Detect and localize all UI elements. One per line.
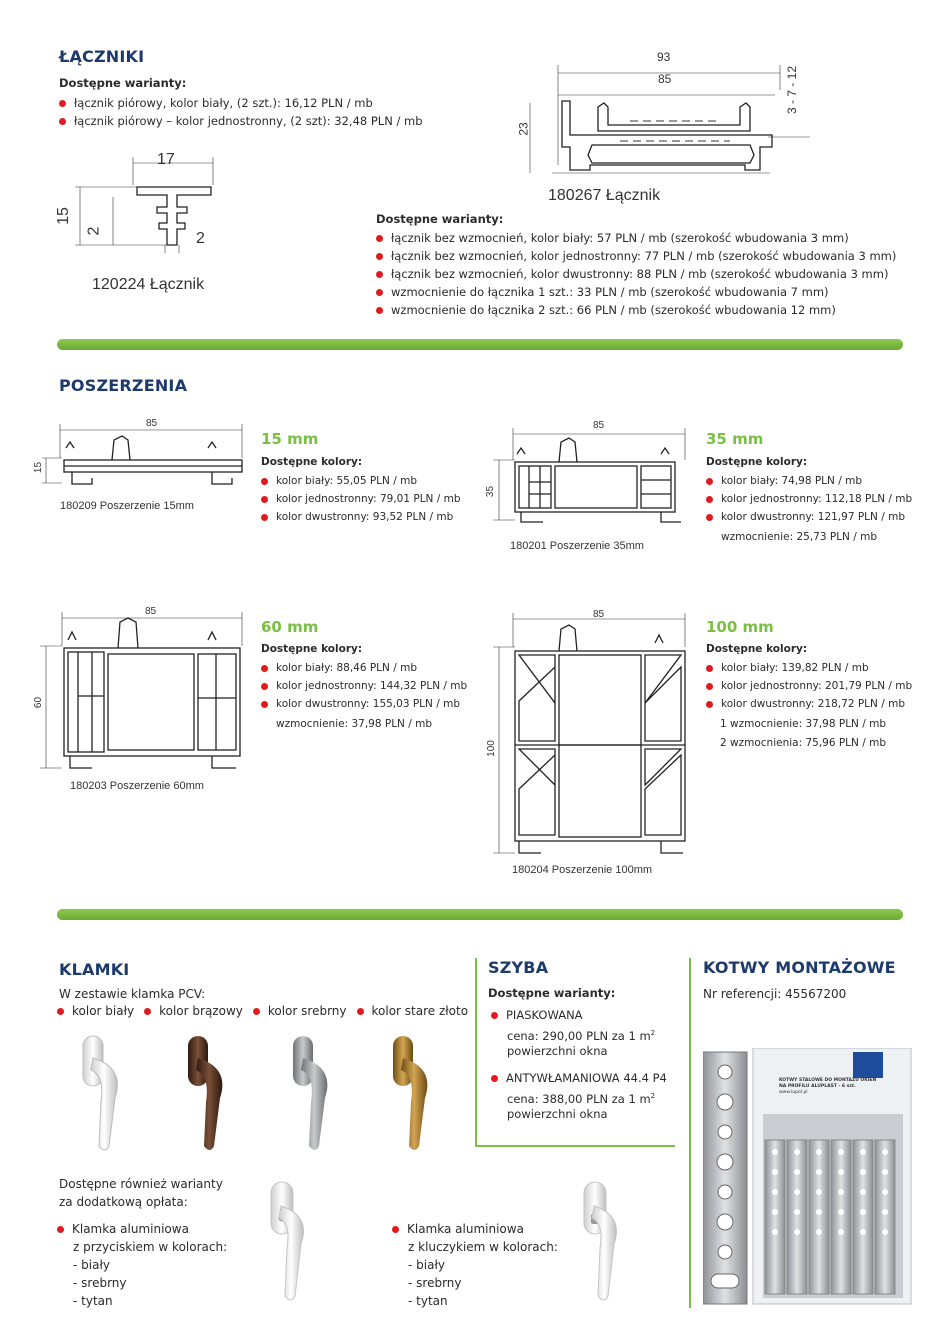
szyba-variants-label: Dostępne warianty: xyxy=(488,986,616,1000)
colors-list-35 xyxy=(706,472,912,526)
laczniki-variants2-list xyxy=(376,229,896,319)
laczniki-title: ŁĄCZNIKI xyxy=(59,47,145,66)
dim-93: 93 xyxy=(657,50,671,64)
poszerzenia-title: POSZERZENIA xyxy=(59,376,188,395)
list-item: kolor jednostronny: 112,18 PLN / mb xyxy=(706,490,912,508)
alu1-line2: z przyciskiem w kolorach: xyxy=(73,1240,228,1254)
colors-list-60 xyxy=(261,659,467,713)
profile-180201-drawing xyxy=(485,420,700,535)
dim-w-15: 85 xyxy=(146,418,158,429)
list-item: kolor jednostronny: 144,32 PLN / mb xyxy=(261,677,467,695)
dim-width: 17 xyxy=(157,151,175,168)
handle-brown-icon xyxy=(188,1036,222,1150)
kotwy-border-left xyxy=(689,958,691,1308)
dim-h-60: 60 xyxy=(33,696,45,709)
list-item: łącznik bez wzmocnień, kolor jednostronny: 77 PLN / mb (szerokość wbudowania 3 mm) xyxy=(376,247,896,265)
szyba-v1-price: cena: 290,00 PLN za 1 $m^2$ xyxy=(507,1028,656,1043)
reinforcement-60: wzmocnienie: 37,98 PLN / mb xyxy=(276,718,433,730)
list-item: kolor jednostronny: 201,79 PLN / mb xyxy=(706,677,912,695)
list-item: kolor biały: 139,82 PLN / mb xyxy=(706,659,912,677)
size-15mm: 15 mm xyxy=(261,430,319,448)
reinforcement-100-1: 1 wzmocnienie: 37,98 PLN / mb xyxy=(720,718,887,730)
alu2-opt: - tytan xyxy=(408,1294,448,1308)
list-item: kolor biały: 55,05 PLN / mb xyxy=(261,472,461,490)
list-item: wzmocnienie do łącznika 2 szt.: 66 PLN / mb (szerokość wbudowania 12 mm) xyxy=(376,301,896,319)
szyba-v2-price: cena: 388,00 PLN za 1 $m^2$ xyxy=(507,1091,656,1106)
package-label: KOTWY STALOWE DO MONTAŻU OKIEN NA PROFILU ALUPLAST - 6 szt. www.lupol.pl xyxy=(779,1078,877,1095)
colors-label: Dostępne kolory: xyxy=(706,643,808,655)
section-divider xyxy=(57,339,903,350)
list-item: łącznik bez wzmocnień, kolor dwustronny: 88 PLN / mb (szerokość wbudowania 3 mm) xyxy=(376,265,896,283)
profile-180204-drawing xyxy=(485,607,700,862)
size-35mm: 35 mm xyxy=(706,430,764,448)
alu1-opt: - tytan xyxy=(73,1294,113,1308)
szyba-v1-line3: powierzchni okna xyxy=(507,1044,608,1058)
handle-alu-button-icon xyxy=(255,1178,315,1308)
also-line1: Dostępne również warianty xyxy=(59,1177,223,1191)
dim-h-15: 15 xyxy=(33,461,45,474)
szyba-border-bottom xyxy=(475,1145,675,1147)
list-item: kolor srebrny xyxy=(253,1002,347,1020)
handle-alu-key-icon xyxy=(568,1178,628,1308)
reinforcement-35: wzmocnienie: 25,73 PLN / mb xyxy=(721,531,878,543)
dim-w-60: 85 xyxy=(145,606,157,617)
profile-180204-caption: 180204 Poszerzenie 100mm xyxy=(512,864,653,876)
dim-23: 23 xyxy=(516,122,531,136)
size-60mm: 60 mm xyxy=(261,618,319,636)
dim-h-100: 100 xyxy=(485,740,497,757)
anchors-image xyxy=(703,1048,913,1306)
klamki-colors-list xyxy=(57,1002,468,1020)
profile-180201-caption: 180201 Poszerzenie 35mm xyxy=(510,540,644,552)
list-item: kolor jednostronny: 79,01 PLN / mb xyxy=(261,490,461,508)
laczniki-variants2-label: Dostępne warianty: xyxy=(376,212,504,226)
handle-white-icon xyxy=(83,1036,117,1150)
szyba-v1 xyxy=(491,1006,583,1024)
alu2-list xyxy=(392,1220,524,1238)
alu1-opt: - srebrny xyxy=(73,1276,127,1290)
list-item: łącznik piórowy – kolor jednostronny, (2 szt): 32,48 PLN / mb xyxy=(59,112,423,130)
dim-a: 2 xyxy=(85,226,103,236)
list-item: kolor biały: 88,46 PLN / mb xyxy=(261,659,467,677)
handle-silver-icon xyxy=(293,1036,327,1150)
laczniki-variants-label: Dostępne warianty: xyxy=(59,76,187,90)
kotwy-title: KOTWY MONTAŻOWE xyxy=(703,958,896,977)
colors-label: Dostępne kolory: xyxy=(261,643,363,655)
alu1-list xyxy=(57,1220,189,1238)
profile-180203-drawing xyxy=(32,606,247,776)
dim-side: 3 - 7 - 12 xyxy=(785,65,800,115)
list-item: kolor dwustronny: 218,72 PLN / mb xyxy=(706,695,912,713)
also-line2: za dodatkową opłata: xyxy=(59,1195,188,1209)
list-item: Klamka aluminiowa xyxy=(57,1220,189,1238)
list-item: PIASKOWANA xyxy=(491,1006,583,1024)
section-divider xyxy=(57,909,903,920)
list-item: kolor dwustronny: 121,97 PLN / mb xyxy=(706,508,912,526)
alu1-opt: - biały xyxy=(73,1258,110,1272)
szyba-title: SZYBA xyxy=(488,958,549,977)
colors-list-100 xyxy=(706,659,912,713)
size-100mm: 100 mm xyxy=(706,618,774,636)
alu2-opt: - biały xyxy=(408,1258,445,1272)
list-item: kolor stare złoto xyxy=(357,1002,469,1020)
laczniki-variants-list xyxy=(59,94,423,130)
reinforcement-100-2: 2 wzmocnienia: 75,96 PLN / mb xyxy=(720,737,886,749)
list-item: łącznik bez wzmocnień, kolor biały: 57 PLN / mb (szerokość wbudowania 3 mm) xyxy=(376,229,896,247)
szyba-v2 xyxy=(491,1069,667,1087)
dim-w-35: 85 xyxy=(593,420,605,431)
list-item: łącznik piórowy, kolor biały, (2 szt.): 16,12 PLN / mb xyxy=(59,94,423,112)
list-item: wzmocnienie do łącznika 1 szt.: 33 PLN / mb (szerokość wbudowania 7 mm) xyxy=(376,283,896,301)
dim-h-35: 35 xyxy=(485,485,497,498)
profile-180267-caption: 180267 Łącznik xyxy=(548,187,661,204)
list-item: kolor dwustronny: 93,52 PLN / mb xyxy=(261,508,461,526)
szyba-v2-line3: powierzchni okna xyxy=(507,1107,608,1121)
handles-pcv-image xyxy=(65,1028,465,1158)
list-item: Klamka aluminiowa xyxy=(392,1220,524,1238)
szyba-border-left xyxy=(475,958,477,1146)
dim-85: 85 xyxy=(658,72,672,86)
klamki-intro: W zestawie klamka PCV: xyxy=(59,987,206,1001)
list-item: kolor biały: 74,98 PLN / mb xyxy=(706,472,912,490)
profile-120224-drawing xyxy=(55,145,235,255)
colors-list-15 xyxy=(261,472,461,526)
list-item: kolor brązowy xyxy=(144,1002,243,1020)
dim-b: 2 xyxy=(196,230,205,247)
dim-height: 15 xyxy=(54,207,72,225)
profile-180203-caption: 180203 Poszerzenie 60mm xyxy=(70,780,204,792)
handle-gold-icon xyxy=(393,1036,427,1150)
colors-label: Dostępne kolory: xyxy=(261,456,363,468)
klamki-title: KLAMKI xyxy=(59,960,130,979)
list-item: ANTYWŁAMANIOWA 44.4 P4 xyxy=(491,1069,667,1087)
alu2-opt: - srebrny xyxy=(408,1276,462,1290)
profile-180209-caption: 180209 Poszerzenie 15mm xyxy=(60,500,194,512)
dim-w-100: 85 xyxy=(593,609,605,620)
list-item: kolor biały xyxy=(57,1002,134,1020)
alu2-line2: z kluczykiem w kolorach: xyxy=(408,1240,558,1254)
colors-label: Dostępne kolory: xyxy=(706,456,808,468)
profile-180209-drawing xyxy=(32,418,247,498)
kotwy-ref: Nr referencji: 45567200 xyxy=(703,987,847,1001)
profile-120224-caption: 120224 Łącznik xyxy=(92,276,205,293)
list-item: kolor dwustronny: 155,03 PLN / mb xyxy=(261,695,467,713)
